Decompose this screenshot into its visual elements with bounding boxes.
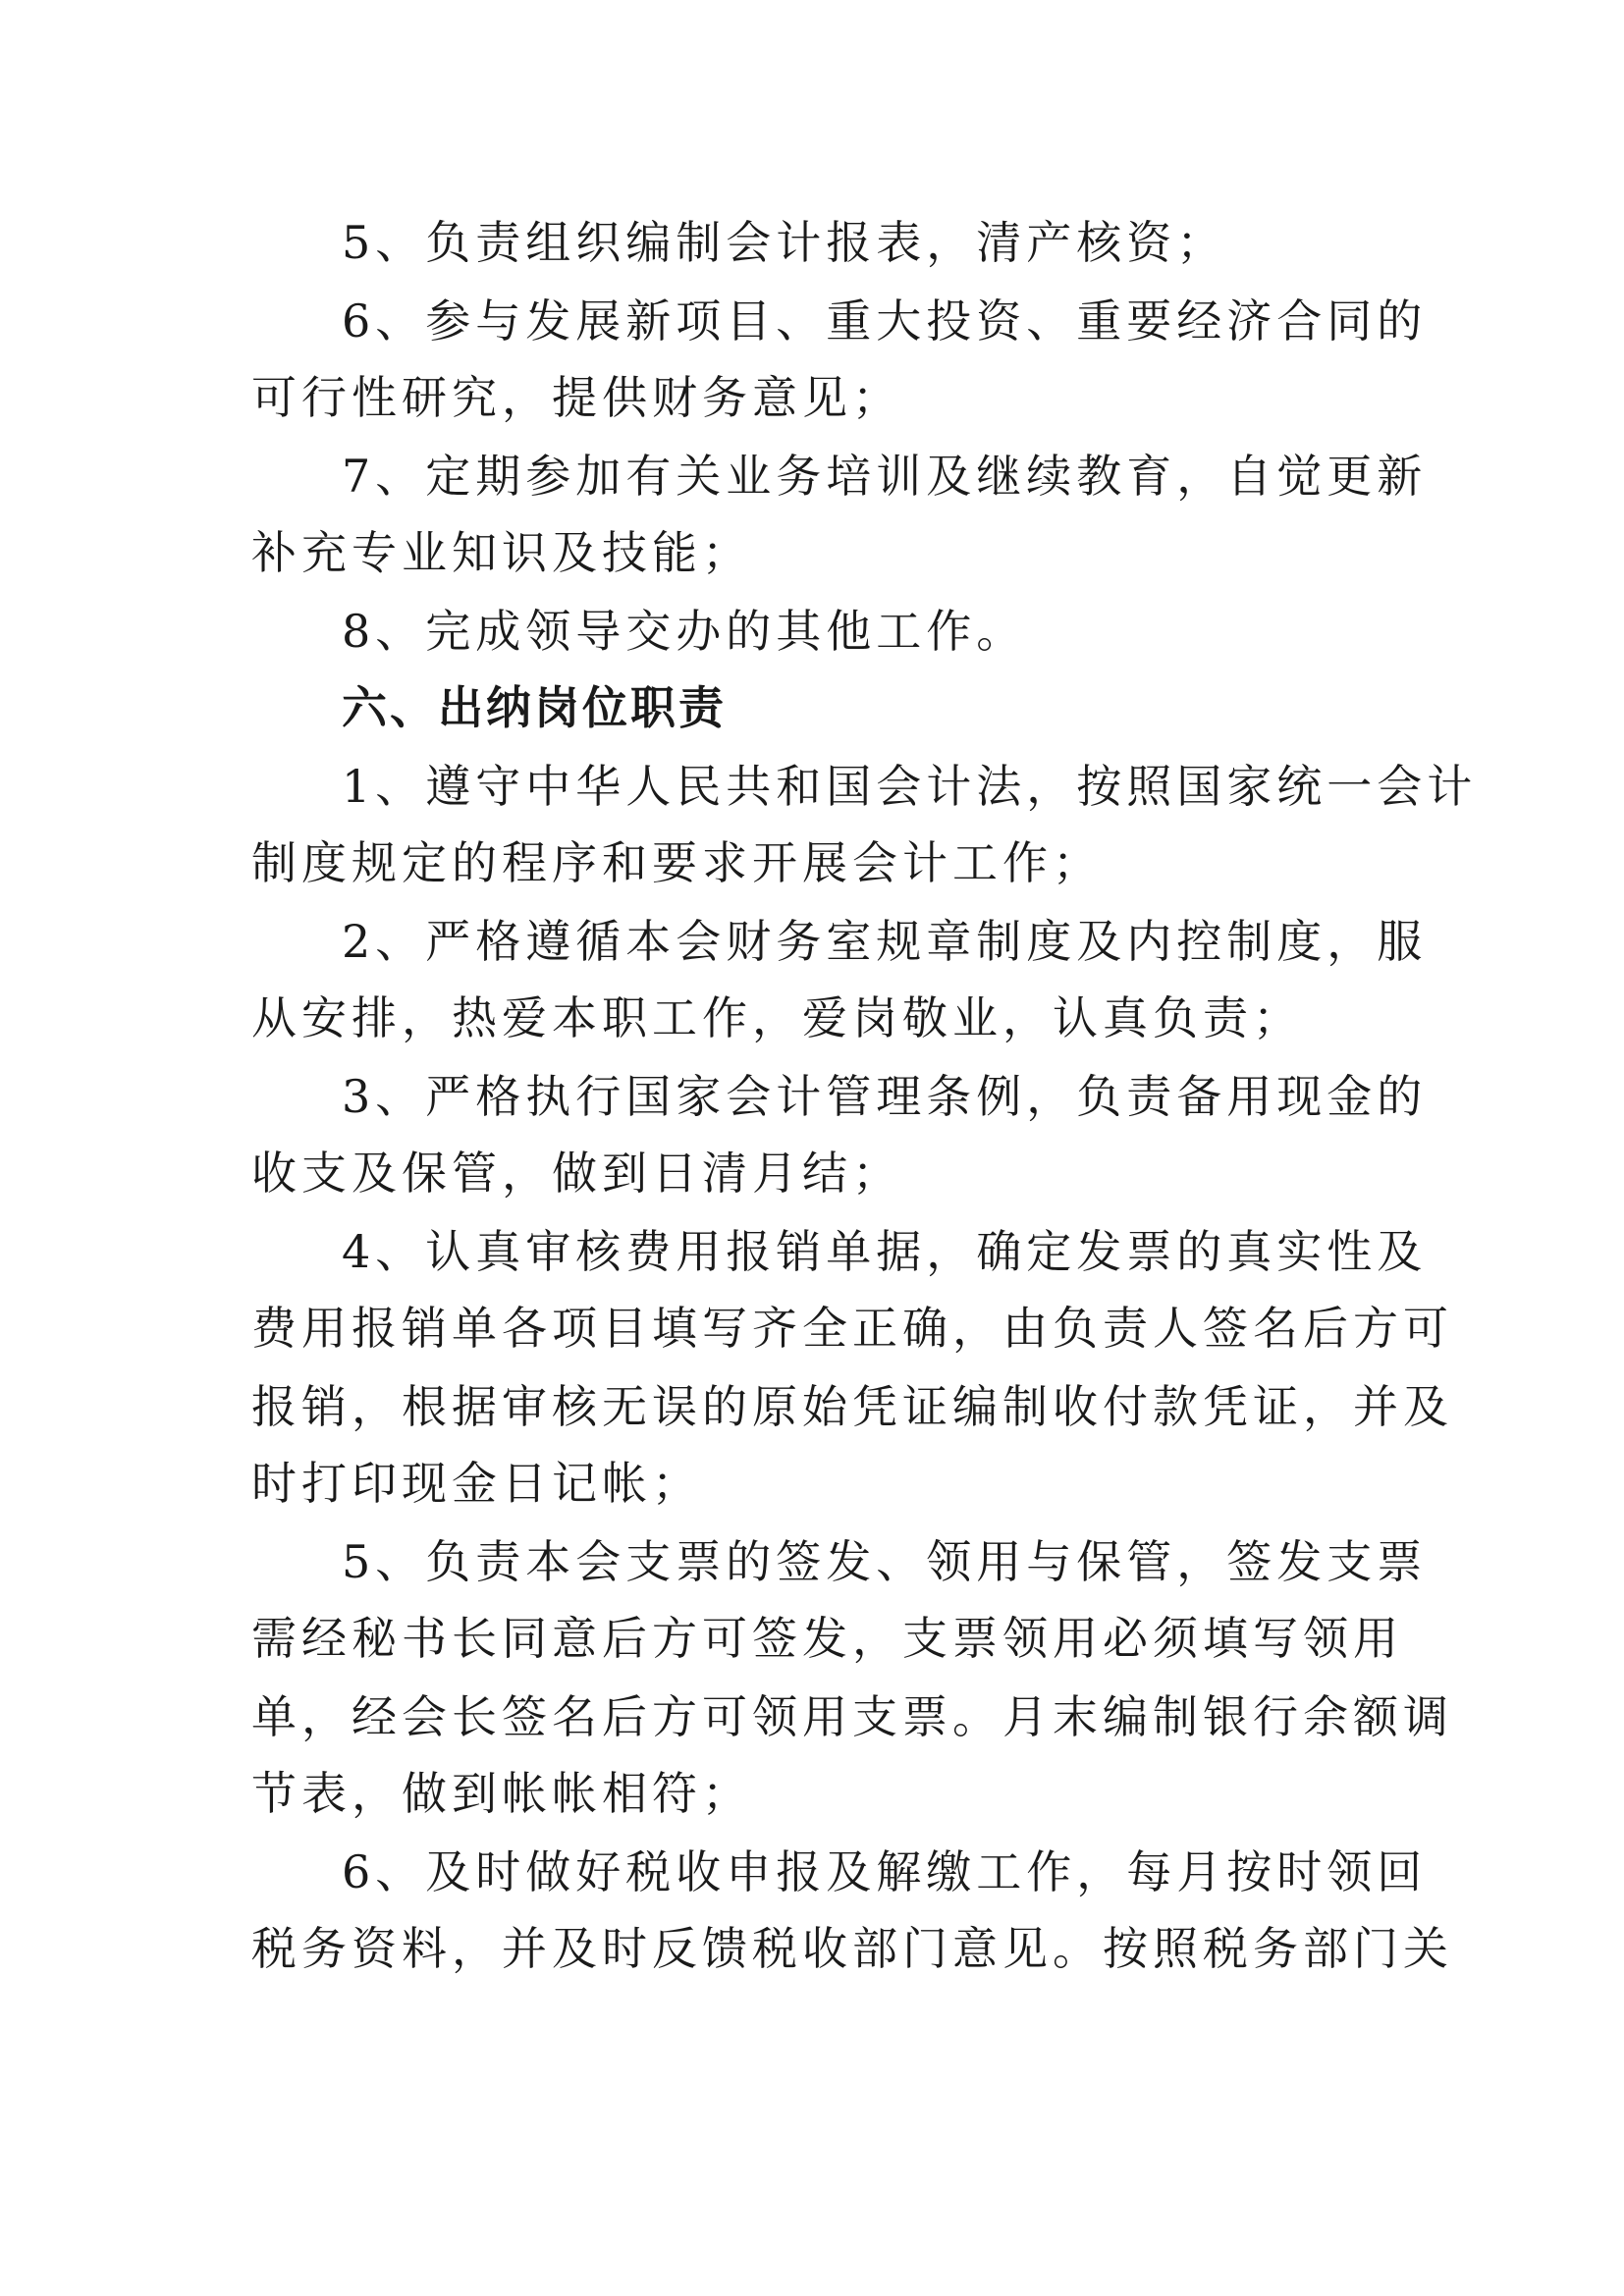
paragraph-line: 从安排，热爱本职工作，爱岗敬业，认真负责；: [251, 991, 1303, 1044]
paragraph-line: 需经秘书长同意后方可签发，支票领用必须填写领用: [251, 1612, 1403, 1665]
paragraph-line: 报销，根据审核无误的原始凭证编制收付款凭证，并及: [251, 1380, 1453, 1433]
paragraph-line: 3、严格执行国家会计管理条例，负责备用现金的: [342, 1070, 1428, 1123]
paragraph-line: 4、认真审核费用报销单据，确定发票的真实性及: [342, 1225, 1428, 1278]
paragraph-line: 补充专业知识及技能；: [251, 526, 752, 579]
paragraph-line: 单，经会长签名后方可领用支票。月末编制银行余额调: [251, 1690, 1453, 1743]
paragraph-line: 费用报销单各项目填写齐全正确，由负责人签名后方可: [251, 1302, 1453, 1355]
paragraph-line: 可行性研究，提供财务意见；: [251, 371, 902, 424]
paragraph-line: 制度规定的程序和要求开展会计工作；: [251, 836, 1103, 889]
paragraph-line: 收支及保管，做到日清月结；: [251, 1147, 902, 1200]
paragraph-line: 6、参与发展新项目、重大投资、重要经济合同的: [342, 294, 1428, 347]
paragraph-line: 5、负责组织编制会计报表，清产核资；: [342, 216, 1227, 269]
paragraph-line: 7、定期参加有关业务培训及继续教育，自觉更新: [342, 450, 1428, 503]
paragraph-line: 1、遵守中华人民共和国会计法，按照国家统一会计: [342, 760, 1478, 813]
paragraph-line: 8、完成领导交办的其他工作。: [342, 605, 1027, 658]
paragraph-line: 2、严格遵循本会财务室规章制度及内控制度，服: [342, 915, 1428, 968]
paragraph-line: 5、负责本会支票的签发、领用与保管，签发支票: [342, 1535, 1428, 1588]
paragraph-line: 6、及时做好税收申报及解缴工作，每月按时领回: [342, 1845, 1428, 1898]
paragraph-line: 税务资料，并及时反馈税收部门意见。按照税务部门关: [251, 1922, 1453, 1975]
paragraph-line: 节表，做到帐帐相符；: [251, 1767, 752, 1820]
paragraph-line: 时打印现金日记帐；: [251, 1457, 702, 1510]
section-heading: 六、出纳岗位职责: [342, 681, 727, 734]
